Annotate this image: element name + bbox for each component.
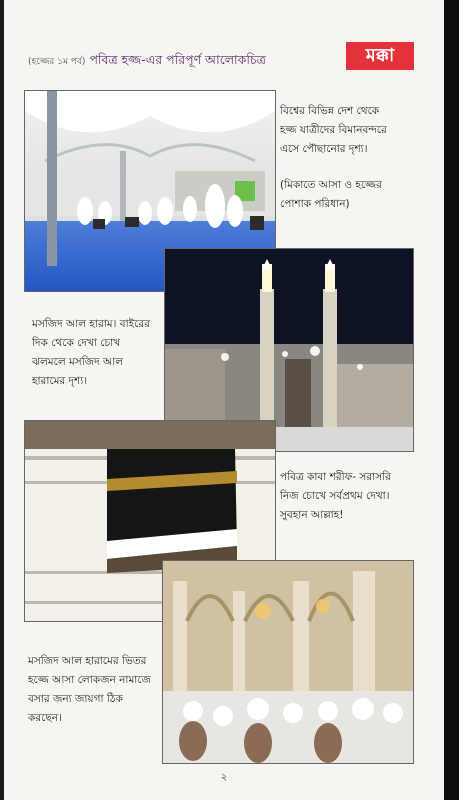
page-number: ২ — [220, 772, 228, 783]
masjid-interior-caption: মসজিদ আল হারামের ভিতর হজ্জে আসা লোকজন নামাজে বসার জন্য জায়গা ঠিক করছেন। — [28, 655, 151, 724]
header-part-label: (হজ্জের ১ম পর্ব) — [28, 57, 86, 67]
page-edge-shadow — [444, 0, 459, 800]
header-title-text: পবিত্র হজ্জ-এর পরিপূর্ণ আলোকচিত্র — [89, 52, 266, 67]
airport-caption: বিশ্বের বিভিন্ন দেশ থেকে হজ্জ যাত্রীদের বিমানবন্দরে এসে পৌছানোর দৃশ্য। — [280, 105, 387, 155]
masjid-interior-art — [163, 561, 413, 763]
masjid-exterior-caption: মসজিদ আল হারাম। বাইরের দিক থেকে দেখা চোখ ঝলমলে মসজিদ আল হারামের দৃশ্য। — [32, 318, 150, 387]
document-page — [4, 0, 444, 800]
page-header — [28, 45, 414, 74]
masjid-interior-photo — [162, 560, 414, 764]
airport-subcaption: (মিকাতে আসা ও হজ্জের পোশাক পরিধান) — [280, 179, 382, 210]
location-tag: মক্কা — [346, 42, 414, 70]
kaaba-caption: পবিত্র কাবা শরীফ- সরাসরি নিজ চোখে সর্বপ্রথম দেখা। সুবহান আল্লাহ! — [280, 471, 391, 521]
header-title — [28, 52, 266, 72]
